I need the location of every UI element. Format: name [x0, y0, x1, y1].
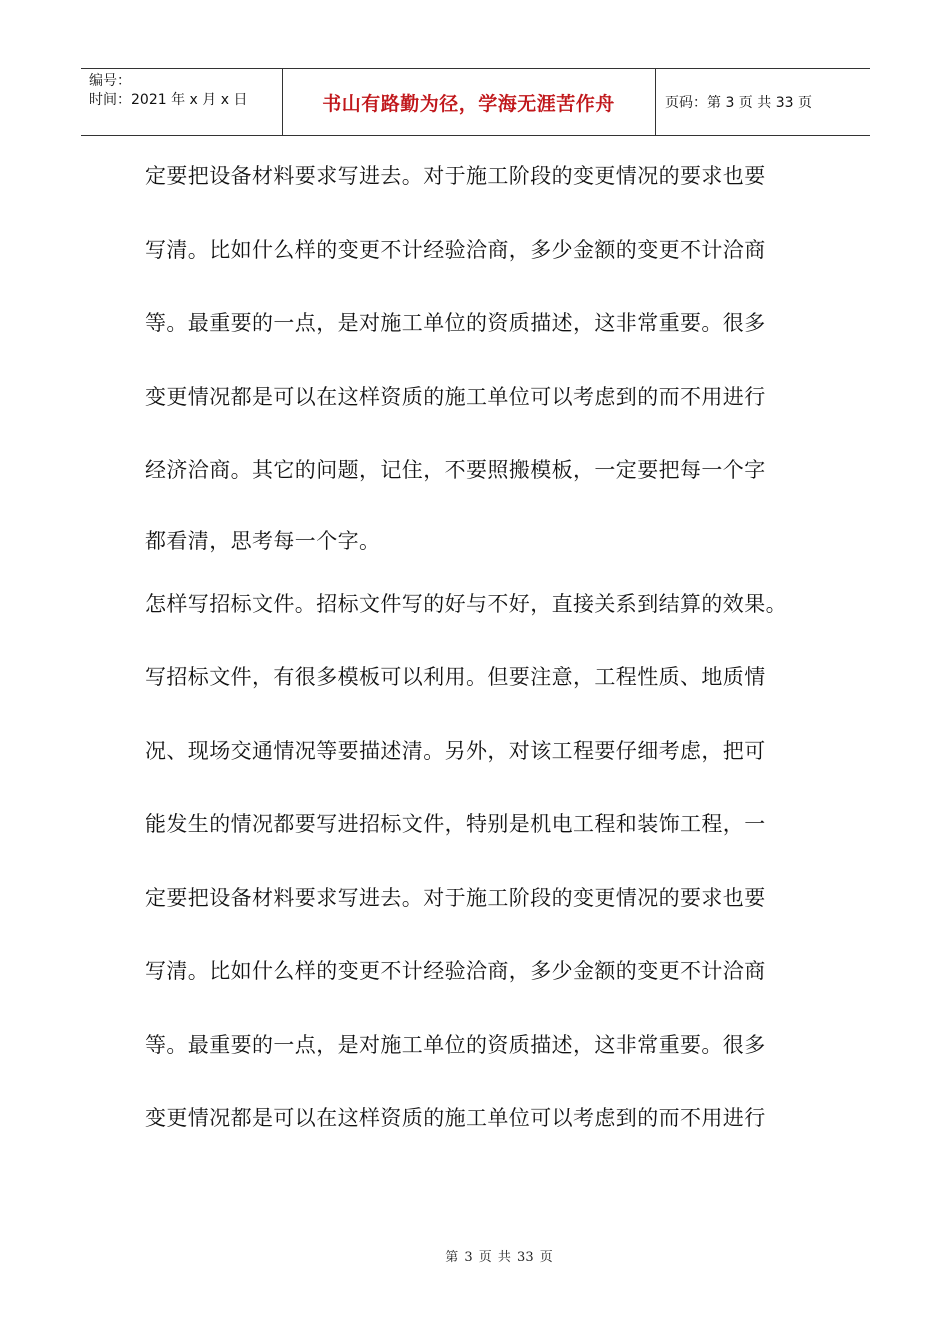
page-footer: 第 3 页 共 33 页	[445, 1250, 553, 1265]
body-line: 都看清，思考每一个字。	[145, 528, 381, 553]
header-meta-cell	[81, 69, 283, 135]
document-number-label: 编号：	[89, 73, 131, 89]
body-line: 变更情况都是可以在这样资质的施工单位可以考虑到的而不用进行	[145, 384, 766, 409]
document-date-label: 时间：2021 年 x 月 x 日	[89, 92, 248, 108]
body-line: 写清。比如什么样的变更不计经验洽商，多少金额的变更不计洽商	[145, 959, 766, 983]
body-line: 写清。比如什么样的变更不计经验洽商，多少金额的变更不计洽商	[145, 237, 766, 262]
body-line: 况、现场交通情况等要描述清。另外，对该工程要仔细考虑，把可	[145, 738, 766, 763]
body-line: 等。最重要的一点，是对施工单位的资质描述，这非常重要。很多	[145, 311, 766, 335]
body-line: 写招标文件，有很多模板可以利用。但要注意，工程性质、地质情	[145, 665, 766, 689]
body-line: 定要把设备材料要求写进去。对于施工阶段的变更情况的要求也要	[145, 164, 766, 188]
header-motto-cell	[282, 69, 656, 135]
body-line: 等。最重要的一点，是对施工单位的资质描述，这非常重要。很多	[145, 1032, 766, 1057]
page-header	[81, 68, 870, 136]
header-page-info: 页码：第 3 页 共 33 页	[665, 95, 812, 111]
document-body	[145, 140, 825, 1156]
body-line: 能发生的情况都要写进招标文件，特别是机电工程和装饰工程，一	[145, 812, 766, 836]
header-motto: 书山有路勤为径，学海无涯苦作舟	[322, 92, 615, 115]
body-line: 定要把设备材料要求写进去。对于施工阶段的变更情况的要求也要	[145, 885, 766, 910]
body-line: 变更情况都是可以在这样资质的施工单位可以考虑到的而不用进行	[145, 1106, 766, 1130]
body-line: 怎样写招标文件。招标文件写的好与不好，直接关系到结算的效果。	[145, 591, 787, 616]
body-line: 经济洽商。其它的问题，记住，不要照搬模板，一定要把每一个字	[145, 458, 766, 482]
